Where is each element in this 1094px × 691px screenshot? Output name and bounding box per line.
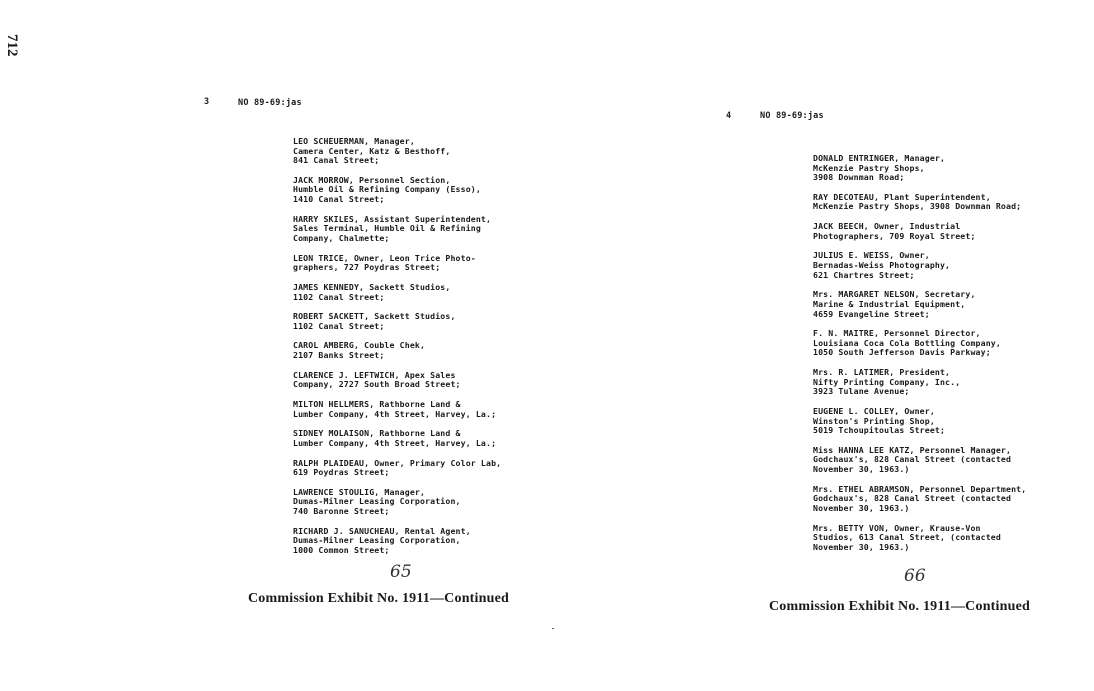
entry-line: Camera Center, Katz & Besthoff, xyxy=(293,145,451,156)
left-entry-list xyxy=(293,137,501,566)
entry-line: November 30, 1963.) xyxy=(813,541,910,552)
address-entry xyxy=(813,485,1026,514)
entry-line: Nifty Printing Company, Inc., xyxy=(813,376,961,387)
left-exhibit-caption: Commission Exhibit No. 1911—Continued xyxy=(248,591,510,606)
address-entry xyxy=(293,176,501,205)
entry-line: Louisiana Coca Cola Bottling Company, xyxy=(813,337,1001,348)
entry-line: JAMES KENNEDY, Sackett Studios, xyxy=(293,281,451,292)
entry-line: Sales Terminal, Humble Oil & Refining xyxy=(293,223,481,234)
entry-line: 1050 South Jefferson Davis Parkway; xyxy=(813,347,991,358)
entry-line: 841 Canal Street; xyxy=(293,155,380,166)
entry-line: 3908 Downman Road; xyxy=(813,172,905,183)
address-entry xyxy=(293,429,501,448)
scan-speck xyxy=(552,628,554,629)
entry-line: RICHARD J. SANUCHEAU, Rental Agent, xyxy=(293,525,471,536)
address-entry xyxy=(813,368,1026,397)
address-entry xyxy=(813,524,1026,553)
address-entry xyxy=(293,341,501,360)
address-entry xyxy=(293,459,501,478)
right-file-reference: NO 89-69:jas xyxy=(760,111,824,121)
address-entry xyxy=(293,283,501,302)
entry-line: Mrs. R. LATIMER, President, xyxy=(813,367,951,378)
entry-line: Company, 2727 South Broad Street; xyxy=(293,379,461,390)
entry-line: RAY DECOTEAU, Plant Superintendent, xyxy=(813,191,991,202)
entry-line: Marine & Industrial Equipment, xyxy=(813,298,966,309)
entry-line: McKenzie Pastry Shops, xyxy=(813,162,925,173)
entry-line: DONALD ENTRINGER, Manager, xyxy=(813,153,946,163)
entry-line: MILTON HELLMERS, Rathborne Land & xyxy=(293,399,461,410)
entry-line: Studios, 613 Canal Street, (contacted xyxy=(813,532,1001,543)
left-handwritten-page-number: 65 xyxy=(390,562,412,582)
right-doc-number: 4 xyxy=(726,111,732,121)
address-entry xyxy=(813,329,1026,358)
entry-line: graphers, 727 Poydras Street; xyxy=(293,262,441,273)
entry-line: HARRY SKILES, Assistant Superintendent, xyxy=(293,213,492,224)
address-entry xyxy=(293,488,501,517)
entry-line: Miss HANNA LEE KATZ, Personnel Manager, xyxy=(813,444,1012,455)
entry-line: LEO SCHEUERMAN, Manager, xyxy=(293,136,415,146)
entry-line: Dumas-Milner Leasing Corporation, xyxy=(293,535,461,546)
entry-line: 5019 Tchoupitoulas Street; xyxy=(813,425,946,436)
entry-line: SIDNEY MOLAISON, Rathborne Land & xyxy=(293,428,461,439)
address-entry xyxy=(813,446,1026,475)
entry-line: 1102 Canal Street; xyxy=(293,291,385,302)
entry-line: JULIUS E. WEISS, Owner, xyxy=(813,250,930,261)
entry-line: 619 Poydras Street; xyxy=(293,467,390,478)
entry-line: Photographers, 709 Royal Street; xyxy=(813,230,976,241)
entry-line: LEON TRICE, Owner, Leon Trice Photo- xyxy=(293,252,476,263)
address-entry xyxy=(293,371,501,390)
left-file-reference: NO 89-69:jas xyxy=(238,98,302,108)
address-entry xyxy=(293,137,501,166)
entry-line: McKenzie Pastry Shops, 3908 Downman Road; xyxy=(813,201,1022,212)
entry-line: November 30, 1963.) xyxy=(813,502,910,513)
address-entry xyxy=(813,251,1026,280)
entry-line: Humble Oil & Refining Company (Esso), xyxy=(293,184,481,195)
entry-line: Winston's Printing Shop, xyxy=(813,415,935,426)
entry-line: F. N. MAITRE, Personnel Director, xyxy=(813,328,981,339)
entry-line: EUGENE L. COLLEY, Owner, xyxy=(813,405,935,416)
entry-line: Godchaux's, 828 Canal Street (contacted xyxy=(813,493,1012,504)
side-page-number: 712 xyxy=(4,34,20,57)
entry-line: 1410 Canal Street; xyxy=(293,194,385,205)
entry-line: Dumas-Milner Leasing Corporation, xyxy=(293,496,461,507)
entry-line: Mrs. ETHEL ABRAMSON, Personnel Department, xyxy=(813,483,1027,494)
entry-line: Lumber Company, 4th Street, Harvey, La.; xyxy=(293,437,497,448)
address-entry xyxy=(813,193,1026,212)
address-entry xyxy=(293,254,501,273)
entry-line: 1000 Common Street; xyxy=(293,544,390,555)
address-entry xyxy=(813,290,1026,319)
address-entry xyxy=(813,154,1026,183)
address-entry xyxy=(813,407,1026,436)
entry-line: Mrs. BETTY VON, Owner, Krause-Von xyxy=(813,522,981,533)
entry-line: CAROL AMBERG, Couble Chek, xyxy=(293,340,426,351)
entry-line: Mrs. MARGARET NELSON, Secretary, xyxy=(813,289,976,300)
entry-line: November 30, 1963.) xyxy=(813,464,910,474)
entry-line: 1102 Canal Street; xyxy=(293,320,385,331)
entry-line: 740 Baronne Street; xyxy=(293,506,390,517)
entry-line: 4659 Evangeline Street; xyxy=(813,308,930,319)
right-entry-list xyxy=(813,154,1026,562)
entry-line: Lumber Company, 4th Street, Harvey, La.; xyxy=(293,408,497,419)
entry-line: JACK BEECH, Owner, Industrial xyxy=(813,221,961,232)
address-entry xyxy=(293,400,501,419)
entry-line: ROBERT SACKETT, Sackett Studios, xyxy=(293,311,456,322)
entry-line: 2107 Banks Street; xyxy=(293,350,385,361)
entry-line: 3923 Tulane Avenue; xyxy=(813,386,910,397)
entry-line: RALPH PLAIDEAU, Owner, Primary Color Lab, xyxy=(293,457,502,468)
address-entry xyxy=(293,312,501,331)
entry-line: Bernadas-Weiss Photography, xyxy=(813,260,951,271)
entry-line: LAWRENCE STOULIG, Manager, xyxy=(293,486,426,497)
entry-line: 621 Chartres Street; xyxy=(813,269,915,280)
entry-line: JACK MORROW, Personnel Section, xyxy=(293,174,451,185)
entry-line: Godchaux's, 828 Canal Street (contacted xyxy=(813,454,1012,465)
entry-line: Company, Chalmette; xyxy=(293,232,390,243)
address-entry xyxy=(293,215,501,244)
address-entry xyxy=(813,222,1026,241)
right-handwritten-page-number: 66 xyxy=(904,566,926,586)
right-exhibit-caption: Commission Exhibit No. 1911—Continued xyxy=(769,599,1031,614)
entry-line: CLARENCE J. LEFTWICH, Apex Sales xyxy=(293,369,456,380)
address-entry xyxy=(293,527,501,556)
left-doc-number: 3 xyxy=(204,97,210,107)
